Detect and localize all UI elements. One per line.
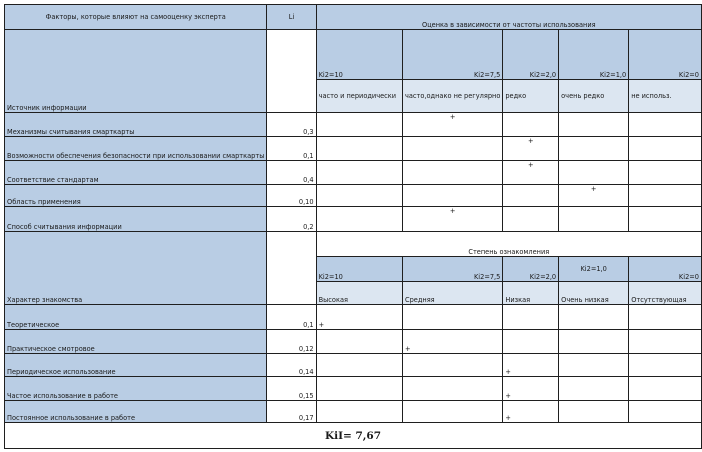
source-level-k: Ki2=2,0 [503, 30, 559, 80]
mark-cell [316, 161, 402, 185]
mark-cell [503, 207, 559, 232]
familiarity-level-label: Средняя [402, 282, 502, 305]
source-name: Возможности обеспечения безопасности при использовании смарткарты [5, 137, 267, 161]
familiarity-heading: Степень ознакомления [316, 232, 701, 257]
mark-cell [559, 330, 629, 354]
table-row [5, 161, 702, 185]
mark-cell [503, 330, 559, 354]
source-name: Способ считывания информации [5, 207, 267, 232]
factors-header: Факторы, которые влияют на самооценку эксперта [5, 5, 267, 30]
total-value: 7,67 [355, 429, 382, 442]
source-level-k: Ki2=10 [316, 30, 402, 80]
table-row [5, 207, 702, 232]
table-row [5, 330, 702, 354]
mark-cell [316, 137, 402, 161]
li-value: 0,10 [267, 185, 316, 207]
familiarity-name: Периодическое использование [5, 354, 267, 377]
mark-cell [316, 207, 402, 232]
li-value: 0,15 [267, 377, 316, 401]
mark-cell [402, 137, 502, 161]
mark-cell [559, 207, 629, 232]
li-empty-cell [267, 30, 316, 113]
source-level-label: часто,однако не регулярно [402, 80, 502, 113]
table-row [5, 137, 702, 161]
total-label: KiI= [324, 429, 352, 442]
mark-cell [316, 330, 402, 354]
mark-cell [402, 401, 502, 423]
familiarity-level-label: Низкая [503, 282, 559, 305]
expert-assessment-table [4, 4, 702, 449]
li-value: 0,17 [267, 401, 316, 423]
table-row [5, 377, 702, 401]
mark-cell: + [402, 330, 502, 354]
source-level-label: не использ. [629, 80, 702, 113]
familiarity-level-label: Очень низкая [559, 282, 629, 305]
mark-cell: + [402, 207, 502, 232]
familiarity-level-k: Ki2=10 [316, 257, 402, 282]
li-value: 0,2 [267, 207, 316, 232]
mark-cell: + [402, 113, 502, 137]
mark-cell [316, 354, 402, 377]
source-name: Область применения [5, 185, 267, 207]
li-empty-cell [267, 232, 316, 305]
mark-cell [402, 354, 502, 377]
mark-cell [559, 305, 629, 330]
familiarity-name: Практическое смотровое [5, 330, 267, 354]
li-value: 0,14 [267, 354, 316, 377]
mark-cell [629, 207, 702, 232]
mark-cell [503, 113, 559, 137]
li-header: Li [267, 5, 316, 30]
source-name: Механизмы считывания смарткарты [5, 113, 267, 137]
mark-cell [629, 401, 702, 423]
familiarity-name: Постоянное использование в работе [5, 401, 267, 423]
familiarity-level-k: Ki2=0 [629, 257, 702, 282]
mark-cell: + [503, 137, 559, 161]
mark-cell: + [503, 354, 559, 377]
mark-cell [503, 185, 559, 207]
table-row [5, 305, 702, 330]
familiarity-level-k: Ki2=7,5 [402, 257, 502, 282]
mark-cell [402, 305, 502, 330]
li-value: 0,4 [267, 161, 316, 185]
assessment-header: Оценка в зависимости от частоты использования [316, 5, 701, 30]
li-value: 0,12 [267, 330, 316, 354]
mark-cell [629, 161, 702, 185]
mark-cell [559, 161, 629, 185]
mark-cell [629, 377, 702, 401]
mark-cell [316, 113, 402, 137]
li-value: 0,1 [267, 137, 316, 161]
mark-cell: + [503, 161, 559, 185]
mark-cell [316, 401, 402, 423]
table-row [5, 401, 702, 423]
mark-cell [629, 185, 702, 207]
total-cell [5, 423, 702, 449]
mark-cell [316, 185, 402, 207]
familiarity-level-label: Отсутствующая [629, 282, 702, 305]
mark-cell [629, 330, 702, 354]
familiarity-name: Теоретическое [5, 305, 267, 330]
source-level-label: редко [503, 80, 559, 113]
table-row [5, 354, 702, 377]
mark-cell: + [503, 377, 559, 401]
table-row [5, 185, 702, 207]
mark-cell [559, 401, 629, 423]
familiarity-name: Частое использование в работе [5, 377, 267, 401]
mark-cell [316, 377, 402, 401]
familiarity-level-k: Ki2=2,0 [503, 257, 559, 282]
mark-cell [629, 113, 702, 137]
familiarity-level-label: Высокая [316, 282, 402, 305]
table-row [5, 113, 702, 137]
li-value: 0,3 [267, 113, 316, 137]
mark-cell: + [316, 305, 402, 330]
source-title: Источник информации [5, 30, 267, 113]
mark-cell [402, 377, 502, 401]
mark-cell [559, 354, 629, 377]
mark-cell [559, 113, 629, 137]
mark-cell [629, 137, 702, 161]
source-level-label: часто и периодически [316, 80, 402, 113]
source-level-k: Ki2=7,5 [402, 30, 502, 80]
familiarity-title: Характер знакомства [5, 232, 267, 305]
mark-cell: + [503, 401, 559, 423]
mark-cell [559, 137, 629, 161]
source-level-label: очень редко [559, 80, 629, 113]
mark-cell [402, 185, 502, 207]
source-level-k: Ki2=1,0 [559, 30, 629, 80]
source-name: Соответствие стандартам [5, 161, 267, 185]
familiarity-level-k: Ki2=1,0 [559, 257, 629, 282]
mark-cell [503, 305, 559, 330]
mark-cell [559, 377, 629, 401]
li-value: 0,1 [267, 305, 316, 330]
mark-cell [402, 161, 502, 185]
mark-cell [629, 354, 702, 377]
mark-cell [629, 305, 702, 330]
mark-cell: + [559, 185, 629, 207]
source-level-k: Ki2=0 [629, 30, 702, 80]
